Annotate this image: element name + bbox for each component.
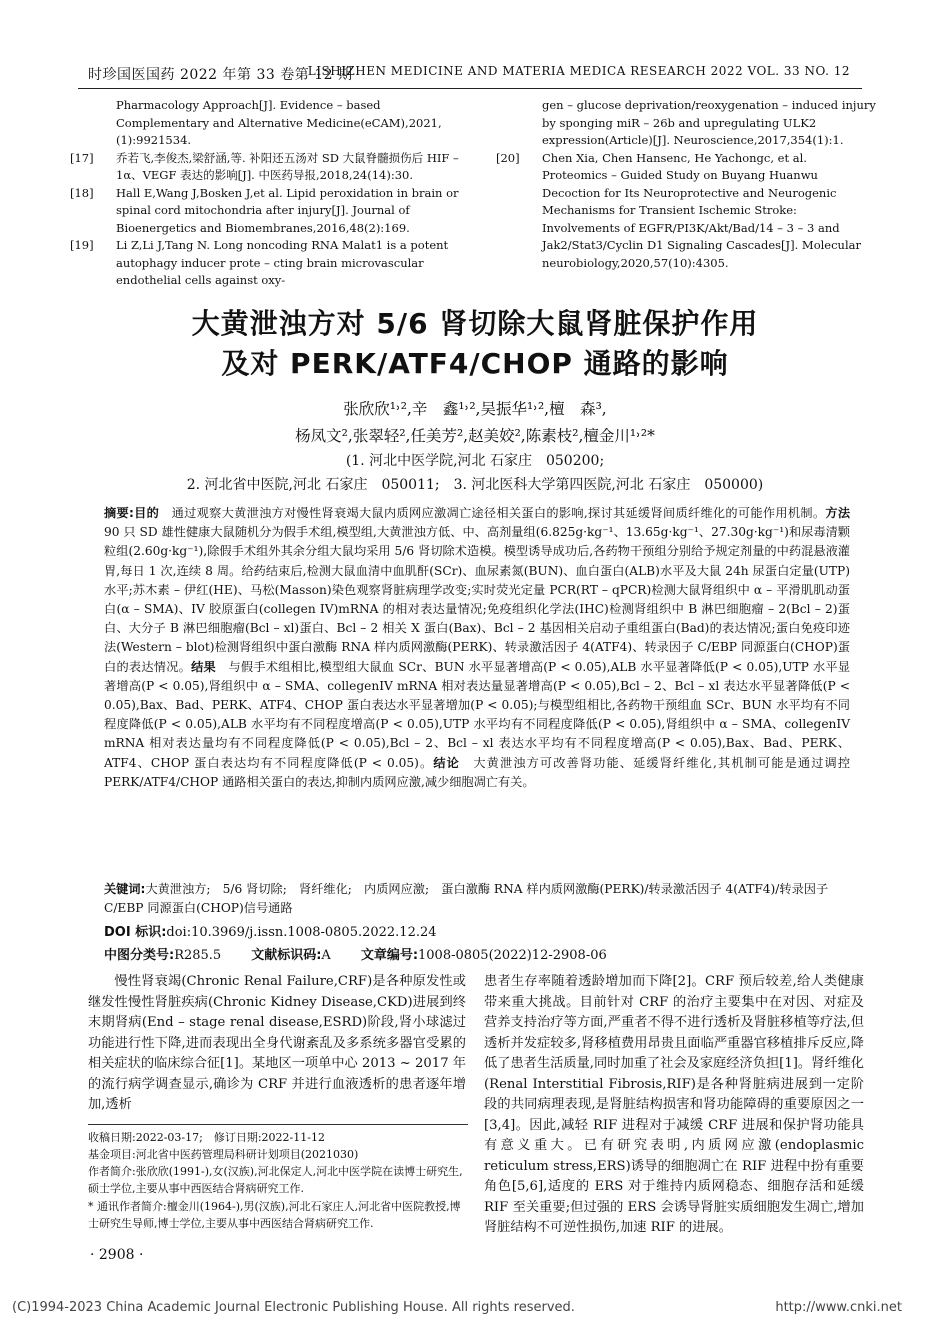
header-rule [78, 88, 862, 89]
references-left [70, 97, 470, 290]
method-text: 90 只 SD 雄性健康大鼠随机分为假手术组,模型组,大黄泄浊方低、中、高剂量组(6.825g·kg⁻¹、13.65g·kg⁻¹、27.30g·kg⁻¹)和尿毒清颗粒组(2.60g·kg⁻¹),除假手术组外其余分组大鼠均采用 5/6 肾切除术造模。模型诱导成功后,各药物干预组分别给予规定剂量的中药混悬液灌胃,每日 1 次,连续 8 周。给药结束后,检测大鼠血清中血肌酐(SCr)、血尿素氮(BUN)、血白蛋白(ALB)水平及大鼠 24h 尿蛋白定量(UTP)水平;苏木素 – 伊红(HE)、马松(Masson)染色观察肾脏病理学改变;实时荧光定量 PCR(RT – qPCR)检测大鼠肾组织中 α – 平滑肌肌动蛋白(α – SMA)、IV 胶原蛋白(collegen IV)mRNA 的相对表达量情况;免疫组织化学法(IHC)检测肾组织中 B 淋巴细胞瘤 – 2(Bcl – 2)蛋白、大分子 B 淋巴细胞瘤(Bcl – xl)蛋白、Bcl – 2 相关 X 蛋白(Bax)、Bcl – 2 基因相关启动子重组蛋白(Bad)的表达情况;蛋白免疫印迹法(Western – blot)检测肾组织中蛋白激酶 RNA 样内质网激酶(PERK)、转录激活因子 4(ATF4)、转录因子 C/EBP 同源蛋白(CHOP)蛋白的表达情况。 [104, 525, 850, 674]
classification [104, 944, 607, 963]
footnote-corresponding: * 通讯作者简介:檀金川(1964-),男(汉族),河北石家庄人,河北省中医院教授,博士研究生导师,博士学位,主要从事中西医结合肾病研究工作. [88, 1200, 461, 1230]
journal-header-cn: 时珍国医国药 2022 年第 33 卷第 12 期 [88, 67, 353, 83]
method-label: 方法 [825, 506, 851, 520]
keywords-text: 大黄泄浊方; 5/6 肾切除; 肾纤维化; 内质网应激; 蛋白激酶 RNA 样内质网激酶(PERK)/转录激活因子 4(ATF4)/转录因子 C/EBP 同源蛋白(CHOP)信号通路 [104, 882, 829, 916]
reference-item: [20] Chen Xia, Chen Hansenc, He Yachongc, et al. Proteomics – Guided Study on Buyang Huanwu Decoction for Its Neuroprotective and Neurogenic Mechanisms for Transient Ischemic Stroke: Involvements of EGFR/PI3K/Akt/Bad/14 – 3 – 3 and Jak2/Stat3/Cyclin D1 Signaling Cascades[J]. Molecular neurobiology,2020,57(10):4305. [496, 150, 861, 270]
cnki-link[interactable]: http://www.cnki.net [775, 1300, 902, 1315]
doc-code-label: 文献标识码: [251, 948, 322, 963]
reference-item: [18] Hall E,Wang J,Bosken J,et al. Lipid peroxidation in brain or spinal cord mitochondria after injury[J]. Journal of Bioenergetics and Biomembranes,2016,48(2):169. [70, 185, 459, 235]
conclusion-text: 大黄泄浊方可改善肾功能、延缓肾纤维化,其机制可能是通过调控 PERK/ATF4/CHOP 通路相关蛋白的表达,抑制内质网应激,减少细胞凋亡有关。 [104, 755, 851, 789]
doi-label: DOI 标识: [104, 925, 167, 940]
clc-value: R285.5 [174, 948, 222, 963]
footnote-author: 作者简介:张欣欣(1991-),女(汉族),河北保定人,河北中医学院在读博士研究生,硕士学位,主要从事中西医结合肾病研究工作. [88, 1165, 463, 1195]
keywords [104, 880, 850, 918]
article-id-label: 文章编号: [360, 948, 419, 963]
article-title-line1: 大黄泄浊方对 5/6 肾切除大鼠肾脏保护作用 [191, 307, 759, 340]
reference-item: gen – glucose deprivation/reoxygenation – induced injury by sponging miR – 26b and upregulating ULK2 expression(Article)[J]. Neuroscience,2017,354(1):1. [542, 98, 876, 147]
article-id-value: 1008-0805(2022)12-2908-06 [418, 948, 607, 963]
reference-item: Pharmacology Approach[J]. Evidence – based Complementary and Alternative Medicine(eCAM),2021,(1):9921534. [116, 98, 442, 147]
reference-item: [19] Li Z,Li J,Tang N. Long noncoding RNA Malat1 is a potent autophagy inducer prote – cting brain microvascular endothelial cells against oxy- [70, 238, 449, 287]
footnote-dates: 收稿日期:2022-03-17; 修订日期:2022-11-12 [88, 1131, 325, 1144]
result-label: 结果 [191, 659, 216, 674]
doi-value[interactable]: doi:10.3969/j.issn.1008-0805.2022.12.24 [166, 925, 437, 940]
objective-label: 目的 [133, 506, 160, 520]
doc-code-value: A [321, 948, 331, 963]
body-text-right: 患者生存率随着透龄增加而下降[2]。CRF 预后较差,给人类健康带来重大挑战。目前针对 CRF 的治疗主要集中在对因、对症及营养支持治疗等方面,严重者不得不进行透析及肾脏移植等疗法,但透析并发症较多,肾移植费用昂贵且面临严重器官移植排斥反应,降低了患者生活质量,同时加重了社会及家庭经济负担[1]。肾纤维化(Renal Interstitial Fibrosis,RIF)是各种肾脏病进展到一定阶段的共同病理表现,是肾脏结构损害和肾功能障碍的重要原因之一[3,4]。因此,减轻 RIF 进程对于减缓 CRF 进展和保护肾功能具有意义重大。已有研究表明,内质网应激(endoplasmic reticulum stress,ERS)诱导的细胞凋亡在 RIF 进程中扮有重要角色[5,6],适度的 ERS 对于维持内质网稳态、细胞存活和延缓 RIF 至关重要;但过强的 ERS 会诱导肾脏实质细胞发生凋亡,增加肾脏结构不可逆性损伤,加速 RIF 的进展。 [484, 974, 864, 1235]
result-text: 与假手术组相比,模型组大鼠血 SCr、BUN 水平显著增高(P < 0.05),ALB 水平显著降低(P < 0.05),UTP 水平显著增高(P < 0.05),肾组织中 α – SMA、collegenIV mRNA 相对表达量显著增高(P < 0.05),Bcl – 2、Bcl – xl 表达水平显著降低(P < 0.05),Bax、Bad、PERK、ATF4、CHOP 蛋白表达水平显著增加(P < 0.05);与模型组相比,各药物干预组血 SCr、BUN 水平均有不同程度降低(P < 0.05),ALB 水平均有不同程度增高(P < 0.05),UTP 水平均有不同程度降低(P < 0.05),肾组织中 α – SMA、collegenIV mRNA 相对表达量均有不同程度降低(P < 0.05),Bcl – 2、Bcl – xl 表达水平均有不同程度增高(P < 0.05),Bax、Bad、PERK、ATF4、CHOP 蛋白表达均有不同程度降低(P < 0.05)。 [104, 659, 851, 770]
article-title-line2: 及对 PERK/ATF4/CHOP 通路的影响 [221, 347, 729, 380]
references-right [496, 97, 876, 272]
objective-text: 通过观察大黄泄浊方对慢性肾衰竭大鼠内质网应激凋亡途径相关蛋白的影响,探讨其延缓肾间质纤维化的可能作用机制。 [171, 506, 826, 520]
clc-label: 中图分类号: [104, 948, 175, 963]
copyright-footer: (C)1994-2023 China Academic Journal Electronic Publishing House. All rights reserved. [12, 1300, 575, 1315]
abstract-label: 摘要: [104, 506, 134, 520]
doi [104, 921, 437, 940]
journal-header-en: LISHIZHEN MEDICINE AND MATERIA MEDICA RESEARCH 2022 VOL. 33 NO. 12 [307, 64, 850, 78]
footnote-fund: 基金项目:河北省中医药管理局科研计划项目(2021030) [88, 1148, 359, 1161]
authors-line2: 杨凤文²,张翠轻²,任美芳²,赵美姣²,陈素枝²,檀金川¹˒²* [295, 427, 655, 445]
page-number: · 2908 · [90, 1247, 144, 1263]
body-text-left: 慢性肾衰竭(Chronic Renal Failure,CRF)是各种原发性或继发性慢性肾脏疾病(Chronic Kidney Disease,CKD)进展到终末期肾病(End – stage renal disease,ESRD)阶段,肾小球滤过功能进行性下降,进而表现出全身代谢紊乱及多系统多器官受累的相关症状的临床综合征[1]。某地区一项单中心 2013 ~ 2017 年的流行病学调查显示,确诊为 CRF 并进行血液透析的患者逐年增加,透析 [88, 974, 466, 1112]
conclusion-label: 结论 [433, 755, 460, 770]
abstract [104, 504, 850, 792]
footnote-rule [88, 1124, 468, 1125]
keywords-label: 关键词: [104, 882, 146, 896]
authors-line1: 张欣欣¹˒²,辛 鑫¹˒²,吴振华¹˒²,檀 森³, [343, 400, 607, 418]
affiliation-line1: (1. 河北中医学院,河北 石家庄 050200; [345, 453, 605, 469]
reference-item: [17] 乔若飞,李俊杰,梁舒涵,等. 补阳还五汤对 SD 大鼠脊髓损伤后 HIF – 1α、VEGF 表达的影响[J]. 中医药导报,2018,24(14):30. [70, 150, 459, 182]
affiliation-line2: 2. 河北省中医院,河北 石家庄 050011; 3. 河北医科大学第四医院,河北 石家庄 050000) [186, 477, 764, 493]
